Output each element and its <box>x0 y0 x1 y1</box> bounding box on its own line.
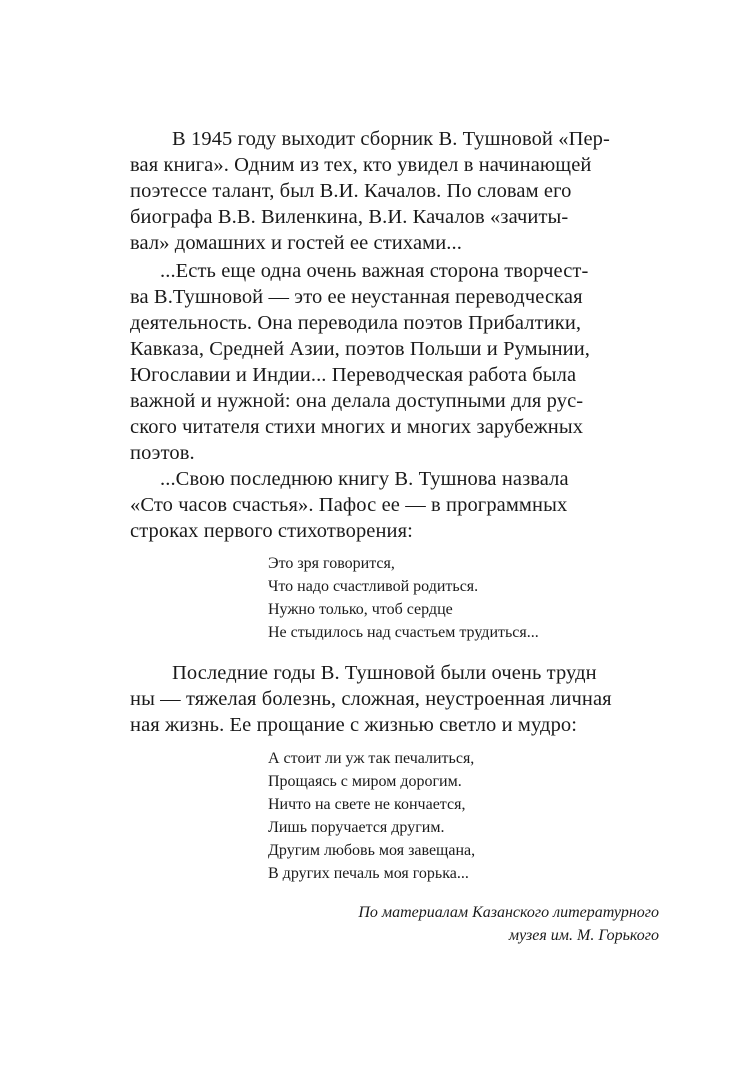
text-line: ва В.Тушновой — это ее неустанная переводческая <box>130 286 583 308</box>
attribution-line: По материалам Казанского литературного <box>358 904 659 921</box>
verse-line: В других печаль моя горька... <box>268 865 469 882</box>
text-line: ная жизнь. Ее прощание с жизнью светло и мудро: <box>130 714 578 736</box>
text-line: В 1945 году выходит сборник В. Тушновой «Пер- <box>172 128 610 150</box>
verse-line: Другим любовь моя завещана, <box>268 842 476 859</box>
text-line: важной и нужной: она делала доступными для рус- <box>130 390 584 412</box>
verse-line: Прощаясь с миром дорогим. <box>268 773 462 790</box>
text-line: вая книга». Одним из тех, кто увидел в начинающей <box>130 154 592 176</box>
text-line: поэтессе талант, был В.И. Качалов. По словам его <box>130 180 572 202</box>
text-line: ского читателя стихи многих и многих зарубежных <box>130 416 584 438</box>
verse-line: Это зря говорится, <box>268 555 395 572</box>
text-line: ны — тяжелая болезнь, сложная, неустроенная личная <box>130 688 612 710</box>
verse-line: Ничто на свете не кончается, <box>268 796 466 813</box>
text-line: деятельность. Она переводила поэтов Прибалтики, <box>130 312 582 334</box>
text-line: Кавказа, Средней Азии, поэтов Польши и Румынии, <box>130 338 591 360</box>
verse-line: А стоит ли уж так печалиться, <box>268 750 475 767</box>
text-line: биографа В.В. Виленкина, В.И. Качалов «зачиты- <box>130 206 569 228</box>
attribution-line: музея им. М. Горького <box>508 927 659 944</box>
verse-line: Нужно только, чтоб сердце <box>268 601 453 618</box>
text-line: ...Свою последнюю книгу В. Тушнова назвала <box>160 468 569 490</box>
verse-line: Что надо счастливой родиться. <box>268 578 479 595</box>
verse-line: Не стыдилось над счастьем трудиться... <box>268 624 539 641</box>
text-line: Последние годы В. Тушновой были очень трудн <box>172 662 597 684</box>
text-line: поэтов. <box>130 442 195 464</box>
text-line: строках первого стихотворения: <box>130 520 413 542</box>
text-line: «Сто часов счастья». Пафос ее — в программных <box>130 494 568 516</box>
text-line: ...Есть еще одна очень важная сторона творчест- <box>160 260 589 282</box>
text-line: вал» домашних и гостей ее стихами... <box>130 232 462 254</box>
verse-line: Лишь поручается другим. <box>268 819 445 836</box>
text-line: Югославии и Индии... Переводческая работа была <box>130 364 577 386</box>
